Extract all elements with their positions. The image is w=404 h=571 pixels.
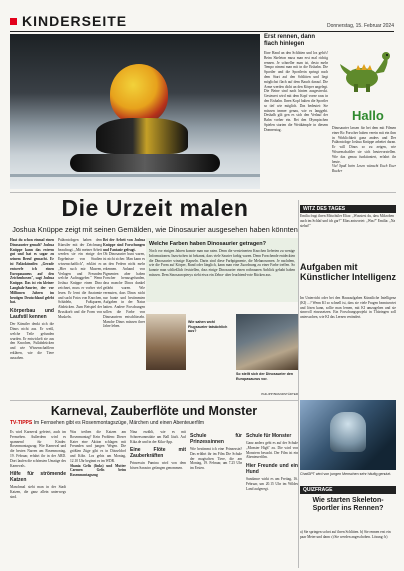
tv-subhead-4: Schule für Prinzessinnen: [190, 433, 242, 445]
issue-date: Donnerstag, 15. Februar 2024: [327, 23, 394, 29]
tv-column-1: [10, 430, 66, 568]
tv-column-3: [130, 430, 186, 568]
tv-column-5: [246, 430, 298, 568]
main-subheadline: Joshua Knüppe zeigt mit seinen Gemälden, wie Dinosaurier ausgesehen haben könnten: [12, 225, 298, 234]
hallo-greeting: Hallo: [352, 108, 384, 123]
article-subhead: Körperbau und Laufstil kennen: [10, 308, 54, 321]
tv-subheadline: [10, 420, 298, 426]
fact-box-text: Eine Hand an den Schlitten und los geht's! Beim Skeleton muss man erst mal richtig rennen. Je schneller man ist, desto mehr Tempo nimmt man mit in die Eisbahn. Die Sportler und die Sportlerin springt nach dem Start auf den Schlitten und liegt möglichst flach auf dem Bauch darauf. Die Arme werden dicht an den Körper angelegt. Die Beine sind nach hinten ausgestreckt. Gesteuert wird mit dem Kopf vorne raus in den Eisbahn. Ihren Kopf halten die Sportler so tief wie möglich. Das bedeutet: Sie müssen immer genau, wie es langgeht. Deshalb gilt gen es sich den Verlauf der Bahn vorher ein. Bei den Olympischen Spielen starten die Wettkämpfe in diesem Donnerstag.: [264, 51, 328, 132]
europasaurus-caption: So stellt sich der Dinosaurier den Europasaurus vor.: [236, 372, 294, 381]
tv-tag: TV-TIPPS: [10, 420, 33, 426]
color-infobox: [146, 238, 298, 302]
tv-column-2: [70, 430, 126, 568]
ki-text: Im Unterricht oder bei den Hausaufgaben Künstliche Intelligenz (KI) ...? Wenn KI so schnell ist, dass sie viele Fragen beantwortet und lösen kann, sollte man lernen, mit KI umzugehen und sie sinnvoll einzusetzen. Ein Forschungsprojekt in Thüringen soll untersuchen, wie KI das Lernen verändert.: [300, 296, 396, 320]
skeleton-fact-box: [264, 34, 328, 133]
hallo-box: [332, 34, 396, 174]
tv-sub-text: Im Fernsehen gibt es Rosenmontagszüge, Märchen und einen Abenteuerfilm: [33, 420, 205, 426]
infobox-title: Welche Farben haben Dinosaurier getragen?: [149, 241, 266, 247]
hallo-signature: Viel Spaß beim Lesen wünscht Euch Euer Rucker: [332, 164, 396, 174]
section-divider: [10, 400, 298, 401]
helmet-shape: [110, 64, 168, 124]
robot-shape: [330, 412, 366, 452]
tv-subhead-1: Hilfe für strömende Katzen: [10, 471, 66, 484]
tv-text-3b: Prinzessin Pamina wird von dem bösen Sarastro gefangen genommen.: [130, 461, 186, 471]
infobox-text: Noch vor einigen Jahren konnte man nur raten. Denn die versteinerten Knochen lieferten zu wenige Informationen. Inzwischen ist bekannt, dass viele Saurier farbig waren. Denn Forschende entdeckten die Dinosaurier winzige Kapseln. Darin sind diese Farbpigmente, die Melanosomen. Je nachdem, wie die Form auf Körper, Rund oder länglich, kann man eine Zuordnung zu einer Farbe treffen. So konnte man schließlich feststellen, dass einige Dinosaurier einen rotbraunen Anblick gehabt haben müssen. Dem Sinosauropteryx sieht etwa ein Zebra- aber leuchtend-rote Rücken aus.: [149, 249, 295, 277]
article-text-3: Ob Dinosaurier bunt waren, ist nicht sicher. Man kann es an den Federn nicht mehr erkennen. Anhand von Pigmenten aber haben Forscher herausgefunden, dass manche Dinos dunkel gefärbt waren. Wie vermuten, dass Dinos nicht nur bunte und bestimmten Aufgaben in der Natur hatten. Andere Forschungen sollen die Farbe von Dinosauriern entschlüsseln. Manche Dinos müssen ihrer Jahre leben.: [103, 252, 145, 329]
pterosaur-caption: Wie sahen wohl Flugsaurier tatsächlich aus?: [188, 320, 228, 334]
quiz-question: Wie starten Skeleton-Sportler ins Rennen?: [312, 497, 384, 512]
photo-lead: Bei der Arbeit von Joshua Knüppe sind Forschungen und Fantasie gefragt.: [103, 238, 145, 252]
article-column-3: [103, 238, 145, 400]
skeleton-photo: [10, 34, 260, 189]
europasaurus-credit: PHILIPP BRANDSTÄDTER: [261, 392, 298, 396]
witz-title: WITZ DES TAGES: [300, 205, 396, 213]
main-headline: Die Urzeit malen: [61, 195, 249, 221]
quiz-answer: a) Sie springen sofort auf ihren Schlitten. b) Sie rennen erst ein paar Meter und dann c) Sie werden angeschoben. Lösung: b): [300, 530, 391, 539]
tv-text-5b: Sundance wirkt es am Freitag, 16. Februar, um 20.15 Uhr im Wildes Land aufgeregt.: [246, 477, 298, 491]
section-title: KINDERSEITE: [22, 13, 128, 29]
section-marker-icon: [10, 18, 17, 25]
pterosaur-photo: [146, 314, 186, 370]
tv-text-1b: Manchmal sieht man in der Stadt Katzen, die ganz allein unterwegs sind.: [10, 485, 66, 499]
masthead: [10, 8, 394, 32]
tv-credit-2: Shania Gelis (links) und Mutter Carmen Gelis beim Rosenmontagszug: [70, 463, 126, 478]
dinosaur-mascot-icon: [338, 48, 392, 94]
tv-text-1: Es wird Karneval gefeiert, auch im Fernsehen. Außerdem wird es spannend für Kinder. Rosenmontagszug: Wie Karneval und die besten Narren am Rosenmontag, 19. Februar, erfahrt ihr in der ARD. Dort laufen die schönsten Umzüge des Karnevals.: [10, 430, 66, 468]
article-text-2: Paläontologen haben dem Künstler mit der Zeichnung beauftragt. „Mit meiner Arbeit werden sie ein einige der Ergebnisse von Studien wissenschaftlich", erklärt er. „Hier such mir Museen, Verlagen und Freunden welche Auftraggeber." Wenn Joshua Knüppe einen Dino zeichnet, muss er vorher viel lesen. Er lernt die Anatomie und sucht Fotos von Knochen, Schädeln, Fußspuren, Abdrücken. Zum Beispiel der Brustkorb und die Form von Muskeln.: [58, 238, 102, 319]
tv-column-4: [190, 430, 242, 568]
hallo-text: [332, 126, 396, 174]
tv-text-3: Nina erzählt, wie es mit Schneesonnstütte am Ball läuft. Auf Kika.de und in der Kika-App.: [130, 430, 186, 444]
witz-text: Emilia fragt ihren Mitschüler Elias: „Wusstest du, dass Mikroben auch im Schlaf und ich gar?" Elias antwortet: „Was?" Emilia: „Na siehst!": [300, 214, 396, 228]
article-column-1: [10, 238, 54, 400]
sled-shape: [70, 154, 220, 172]
tv-subhead-5b: Hier Freunde und ein Hund: [246, 463, 298, 476]
tv-subhead-3: Eine Flöte mit Zauberkräften: [130, 447, 186, 460]
ki-headline: Aufgaben mit Künstlicher Intelligenz: [300, 262, 397, 282]
tv-text-4: Wie bestimmt ich eine Prinzessin? Das erfährt ihr im Film Die Schule der magischen Tiere, die am Montag, 19. Februar, um 7.25 Uhr im Ersten.: [190, 447, 242, 471]
europasaurus-painting: [236, 314, 298, 370]
tv-text-5: Ganz anders geht es auf der Schule „Monster High" zu. Die wird von Monstern besucht. Der Film ist ein Abenteuerfilm.: [246, 441, 298, 460]
rider-shape: [96, 118, 188, 154]
tv-text-2: Was treiben die Katzen am Rosenmontag? Kein Problem: Dieser Kater eine Aktion schlagen mit Freunden und jungen Wegen. Die größten Züge gibt es in Düsseldorf und Köln. Los gehts am Montag, 12.10 Uhr beginnt es im WDR.: [70, 430, 126, 463]
column-divider: [298, 200, 299, 568]
hallo-body: Dinosaurier lassen für bei dem mit Filmen einer Ro Forscher haben verein mit ein ihm in Wirklichkeit ganz anders und Der Paläontologe Joshua Knüppe arbeitet daran. Er will Dinos so zu zeigen, wie Wissenschaftler sie sich heutevorstellen. Wie das genau funktioniert, erfahrt ihr heute.: [332, 126, 396, 164]
fact-box-title: Erst rennen, dann flach hinlegen: [264, 34, 316, 47]
article-column-2: [58, 238, 102, 400]
article-text-1: Der Künstler denkt sich die Dinos nicht aus. Er weiß, welche Teile gefunden wurden. Er entwickelt sie aus den Knochen, Fußabdrücken und wie Wissenschaftlern erklären, wie die Tiere aussahen.: [10, 322, 54, 360]
top-divider: [10, 192, 396, 193]
tv-headline: Karneval, Zauberflöte und Monster: [50, 404, 258, 418]
article-lead: Hast du schon einmal einen Dinosaurier gemalt? Joshua Knüppe kann das extrem gut und hat es sogar zu seinem Beruf gemacht. Er ist Paläokünstler. „Gerade entwerfe ich einen Europasaurus auf den Zeichenboxen", sagt Joshua Knüppe. Das ist ein kleiner Langhals-Saurier, der vor Millionen Jahren im heutigen Deutschland gelebt hat.: [10, 238, 54, 305]
tv-subhead-5: Schule für Monster: [246, 433, 292, 439]
ice-track-line: [10, 174, 260, 177]
ki-photo-caption: ChatGPT wird von jungen Menschen sehr häufig genutzt.: [300, 472, 392, 476]
ki-photo: [300, 400, 396, 470]
quiz-title: QUIZFRAGE: [300, 486, 396, 494]
